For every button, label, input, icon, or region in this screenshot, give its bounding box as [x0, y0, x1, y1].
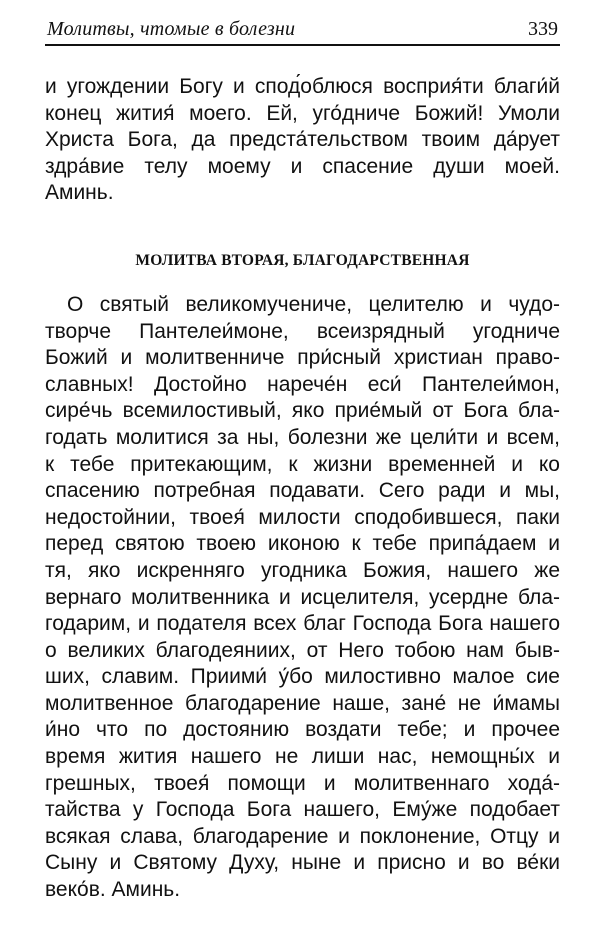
page-header	[45, 14, 560, 46]
text-line: спасению потребная подавати. Сего ради и мы,	[45, 479, 560, 503]
text-line: тайства у Господа Бога нашего, Ему́же подобает	[45, 798, 560, 822]
continuation-paragraph	[45, 74, 560, 207]
text-line: к тебе притекающим, к жизни временней и ко	[45, 452, 560, 476]
running-title: Молитвы, чтомые в болезни	[47, 18, 296, 40]
text-line: время жития нашего не лиши нас, немощны́х и	[45, 745, 560, 769]
text-line: перед святою твоею иконою к тебе припа́даем и	[45, 532, 560, 556]
text-line: О святый великомучениче, целителю и чудо-	[67, 292, 560, 316]
text-line: и угождении Богу и спод́облюся восприя́ти благи́й	[45, 75, 560, 98]
section-title: МОЛИТВА ВТОРАЯ, БЛАГОДАРСТВЕННАЯ	[135, 251, 470, 269]
text-line: конец жития́ моего. Ей, уго́дниче Божий! Умоли	[45, 101, 560, 125]
text-line: вернаго молитвенника и исцелителя, усердне бла-	[45, 585, 560, 609]
page-number: 339	[528, 18, 558, 40]
text-line: годать молитися за ны, болезни же цели́ти и всем,	[45, 425, 560, 449]
text-line: славных! Достойно нарече́н еси́ Пантелеи́мон,	[45, 372, 560, 396]
text-line: недостойнии, твоея́ милости сподобившеся, паки	[45, 505, 560, 529]
text-line: ших, славим. Приими́ у́бо милостивно малое сие	[45, 665, 560, 689]
text-line: тя, яко искренняго угодника Божия, нашего же	[45, 558, 560, 582]
book-page	[45, 14, 560, 904]
text-line: здра́вие телу моему и спасение души моей.	[45, 154, 560, 178]
text-line: о великих благодеяниих, от Него тобою нам быв-	[45, 638, 560, 662]
text-line: молитвенное благодарение наше, зане́ не и́мамы	[45, 691, 560, 715]
text-line: Божий и молитвенниче при́сный христиан право-	[45, 346, 560, 370]
text-line: Сыну и Святому Духу, ныне и присно и во ве́ки	[45, 851, 560, 875]
text-line: годарим, и подателя всех благ Господа Бога нашего	[45, 612, 560, 636]
text-line: Христа Бога, да предста́тельством твоим да́рует	[45, 128, 560, 152]
prayer-paragraph	[45, 292, 560, 904]
text-line: Аминь.	[45, 181, 114, 205]
text-line: грешных, твоея́ помощи и молитвеннаго хода́-	[45, 771, 560, 795]
text-line: всякая слава, благодарение и поклонение, Отцу и	[45, 824, 560, 848]
text-line: сире́чь всемилостивый, яко прие́мый от Бога бла-	[45, 399, 560, 423]
text-line: веко́в. Аминь.	[45, 878, 181, 902]
text-line: творче Пантелеи́моне, всеизрядный угодниче	[45, 319, 560, 343]
text-line: и́но что по достоянию воздати тебе; и прочее	[45, 718, 560, 742]
